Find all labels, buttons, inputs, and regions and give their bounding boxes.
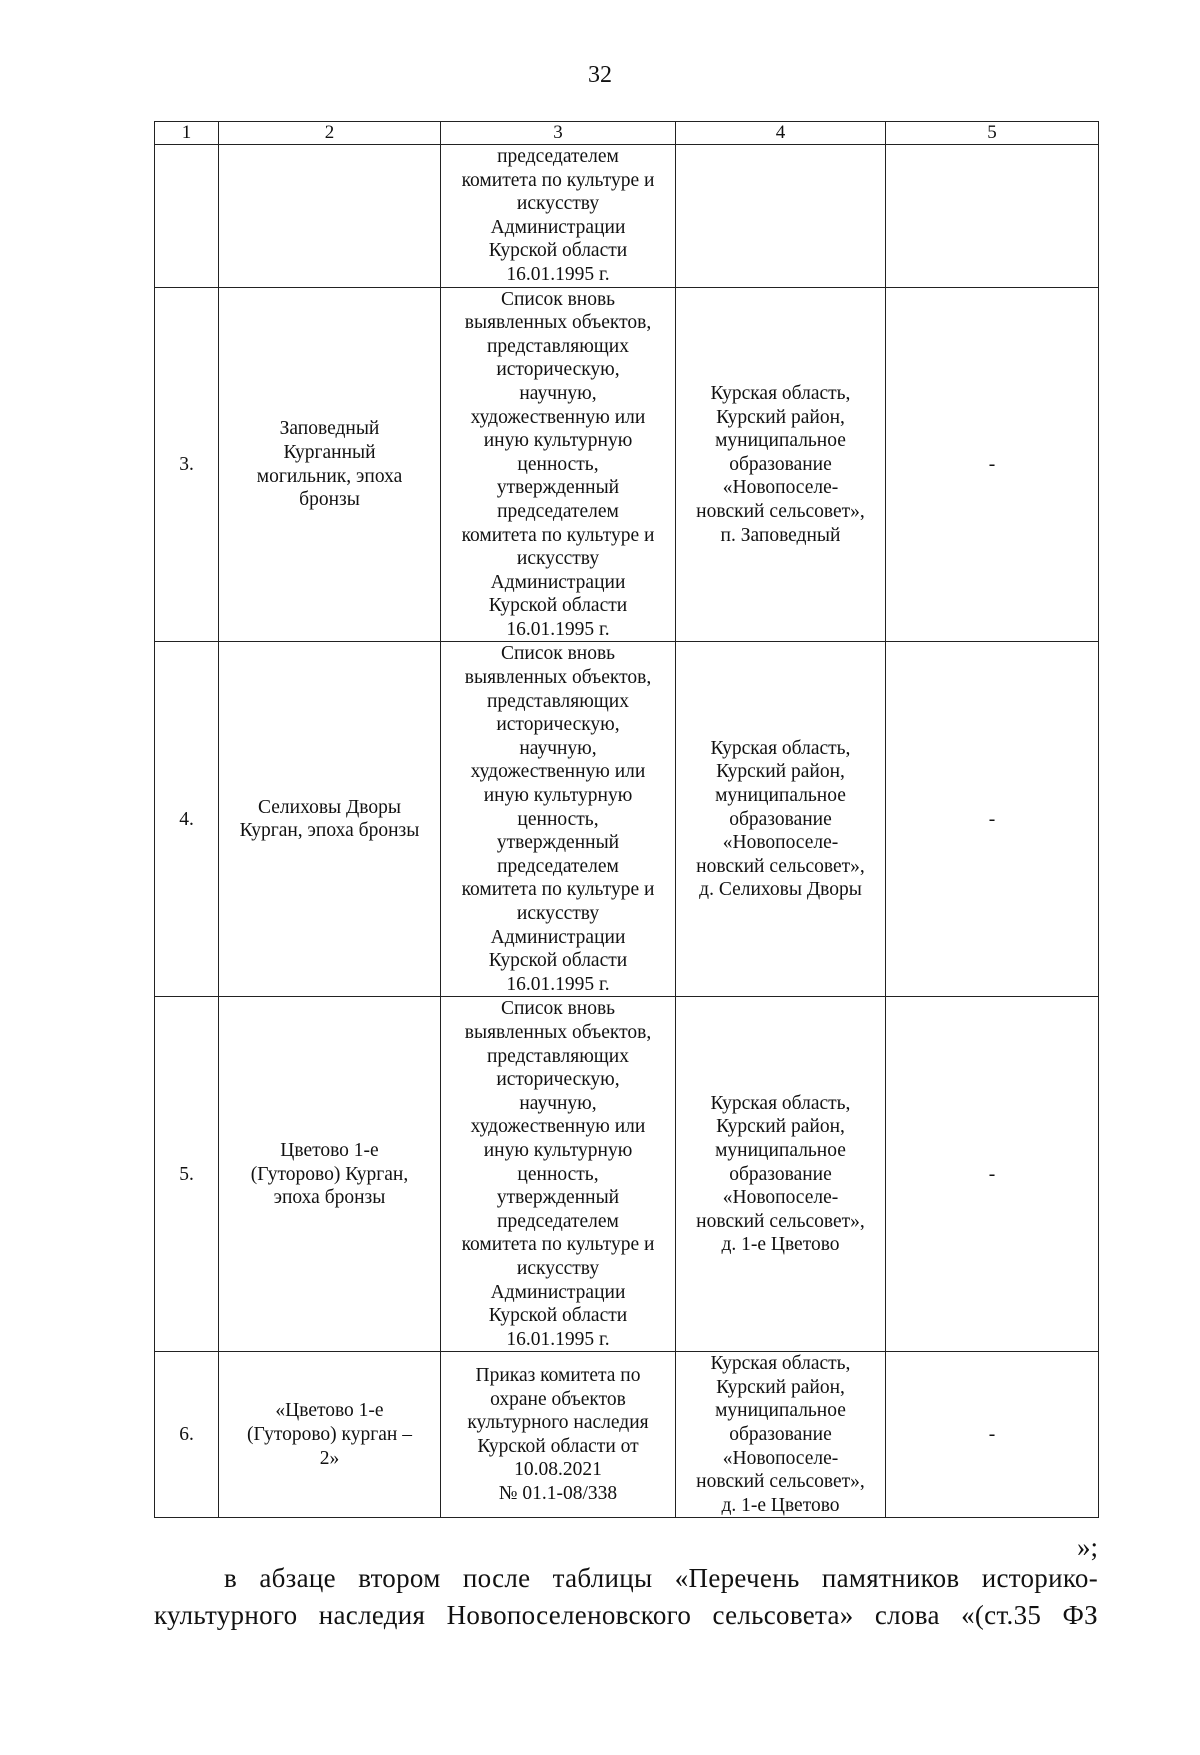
document-cell: Список вновь выявленных объектов, представляющих историческую, научную, художественную или иную культурную ценность, утвержденный председателем комитета по культуре и искусству Администрации Курской области 16.01.1995 г. bbox=[441, 997, 676, 1352]
column-header-1: 1 bbox=[155, 122, 219, 145]
object-name-cell: Заповедный Курганный могильник, эпоха бронзы bbox=[219, 287, 441, 642]
document-cell: Приказ комитета по охране объектов культурного наследия Курской области от 10.08.2021 № 01.1-08/338 bbox=[441, 1352, 676, 1518]
amendment-paragraph-text: в абзаце втором после таблицы «Перечень памятников историко-культурного наследия Новопоселеновского сельсовета» слова «(ст.35 ФЗ bbox=[154, 1563, 1098, 1630]
location-cell: Курская область, Курский район, муниципальное образование «Новопоселе- новский сельсовет», д. 1-е Цветово bbox=[676, 1352, 886, 1518]
document-cell: председателем комитета по культуре и искусству Администрации Курской области 16.01.1995 г. bbox=[441, 145, 676, 288]
column-header-3: 3 bbox=[441, 122, 676, 145]
page-number: 32 bbox=[588, 62, 612, 88]
location-cell: Курская область, Курский район, муниципальное образование «Новопоселе- новский сельсовет», д. 1-е Цветово bbox=[676, 997, 886, 1352]
column-header-4: 4 bbox=[676, 122, 886, 145]
object-name-cell: Цветово 1-е (Гуторово) Курган, эпоха бронзы bbox=[219, 997, 441, 1352]
table-row bbox=[155, 287, 1099, 642]
row-number-cell: 6. bbox=[155, 1352, 219, 1518]
object-name-cell: «Цветово 1-е (Гуторово) курган – 2» bbox=[219, 1352, 441, 1518]
location-cell bbox=[676, 145, 886, 288]
note-cell bbox=[886, 145, 1099, 288]
row-number-cell bbox=[155, 145, 219, 288]
note-cell: - bbox=[886, 997, 1099, 1352]
monuments-table bbox=[154, 121, 1099, 1518]
note-cell: - bbox=[886, 1352, 1099, 1518]
closing-quote-mark: »; bbox=[1076, 1532, 1098, 1562]
column-header-2: 2 bbox=[219, 122, 441, 145]
table-row bbox=[155, 1352, 1099, 1518]
row-number-cell: 4. bbox=[155, 642, 219, 997]
column-header-5: 5 bbox=[886, 122, 1099, 145]
row-number-cell: 3. bbox=[155, 287, 219, 642]
amendment-paragraph bbox=[154, 1560, 1098, 1634]
table-row bbox=[155, 642, 1099, 997]
table-header-row bbox=[155, 122, 1099, 145]
location-cell: Курская область, Курский район, муниципальное образование «Новопоселе- новский сельсовет», д. Селиховы Дворы bbox=[676, 642, 886, 997]
object-name-cell: Селиховы Дворы Курган, эпоха бронзы bbox=[219, 642, 441, 997]
row-number-cell: 5. bbox=[155, 997, 219, 1352]
table-row bbox=[155, 997, 1099, 1352]
table-row bbox=[155, 145, 1099, 288]
note-cell: - bbox=[886, 642, 1099, 997]
location-cell: Курская область, Курский район, муниципальное образование «Новопоселе- новский сельсовет», п. Заповедный bbox=[676, 287, 886, 642]
document-cell: Список вновь выявленных объектов, представляющих историческую, научную, художественную или иную культурную ценность, утвержденный председателем комитета по культуре и искусству Администрации Курской области 16.01.1995 г. bbox=[441, 287, 676, 642]
object-name-cell bbox=[219, 145, 441, 288]
document-cell: Список вновь выявленных объектов, представляющих историческую, научную, художественную или иную культурную ценность, утвержденный председателем комитета по культуре и искусству Администрации Курской области 16.01.1995 г. bbox=[441, 642, 676, 997]
note-cell: - bbox=[886, 287, 1099, 642]
